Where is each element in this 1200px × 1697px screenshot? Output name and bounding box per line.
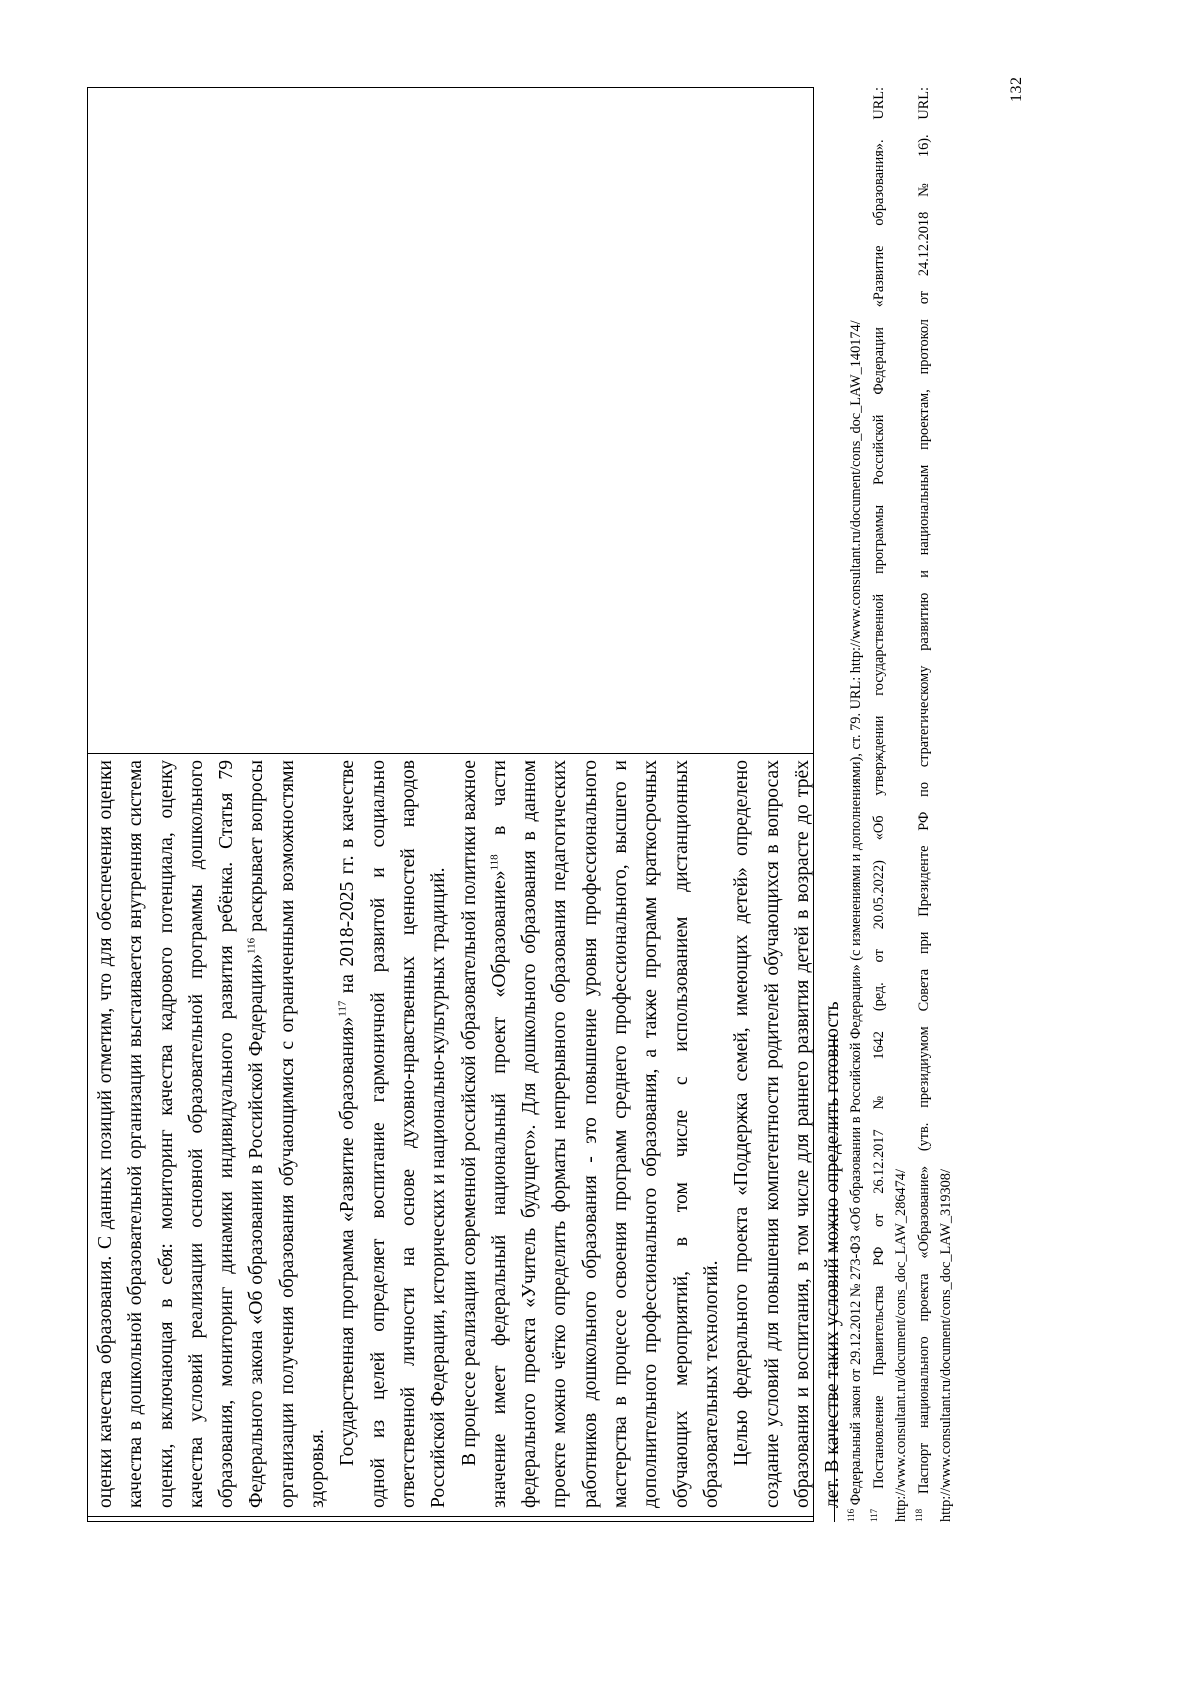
footnote-ref-117[interactable]: 117: [336, 1000, 349, 1017]
footnote-ref-118[interactable]: 118: [488, 854, 501, 871]
paragraph-2: Государственная программа «Развитие образования»$^{117}$ на 2018-2025 гг. в качестве одной из целей определяет воспитание гармоничной развитой и социально ответственной личности на основе духовно-нравственных ценностей народов Российской Федерации, исторических и национально-культурных традиций.: [336, 760, 450, 1508]
table-column-text: [88, 753, 844, 1516]
footnote-separator: [834, 1034, 835, 1522]
table-column-left: [88, 1516, 813, 1521]
paragraph-4: Целью федерального проекта «Поддержка семей, имеющих детей» определено создание условий для повышения компетентности родителей обучающихся в вопросах образования и воспитания, в том числе для раннего развития детей в возрасте до трёх лет. В качестве таких условий можно определить готовность: [731, 760, 844, 1508]
paragraph-1: оценки качества образования. С данных позиций отметим, что для обеспечения оценки качества в дошкольной образовательной организации выстаивается внутренняя система оценки, включающая в себя: мониторинг качества кадрового потенциала, оценку качества условий реализации основной образовательной программы дошкольного образования, мониторинг динамики индивидуального развития ребёнка. Статья 79 Федерального закона «Об образовании в Российской Федерации»$^{116}$ раскрывает вопросы организации получения образования обучающимися с ограниченными возможностями здоровья.: [95, 760, 329, 1508]
content-table: [87, 87, 844, 1522]
page-number: 132: [1008, 76, 1025, 102]
footnote-117: $^{117}$ Постановление Правительства РФ от 26.12.2017 № 1642 (ред. от 20.05.2022) «Об утверждении государственной программы Российской Федерации «Развитие образования». URL: http://www.consultant.ru/document/cons_doc_LAW_286474/: [868, 87, 909, 1522]
footnote-116: $^{116}$ Федеральный закон от 29.12.2012 № 273-ФЗ «Об образовании в Российской Федерации» (с изменениями и дополнениями), ст. 79. URL: http://www.consultant.ru/document/cons_doc_LAW_140174/: [846, 320, 864, 1522]
footnote-ref-116[interactable]: 116: [245, 937, 258, 954]
table-column-right: [88, 88, 813, 753]
footnotes: [845, 87, 958, 1522]
paragraph-3: В процессе реализации современной российской образовательной политики важное значение имеет федеральный национальный проект «Образование»$^{118}$ в части федерального проекта «Учитель будущего». Для дошкольного образования в данном проекте можно чётко определить форматы непрерывного образования педагогических работников дошкольного образования - это повышение уровня профессионального мастерства в процессе освоения программ среднего профессионального, высшего и дополнительного профессионального образования, а также программ краткосрочных обучающих мероприятий, в том числе с использованием дистанционных образовательных технологий.: [458, 760, 722, 1508]
footnote-118: $^{118}$ Паспорт национального проекта «Образование» (утв. президиумом Совета при Президенте РФ по стратегическому развитию и национальным проектам, протокол от 24.12.2018 № 16). URL: http://www.consultant.ru/document/cons_doc_LAW_319308/: [913, 87, 954, 1522]
